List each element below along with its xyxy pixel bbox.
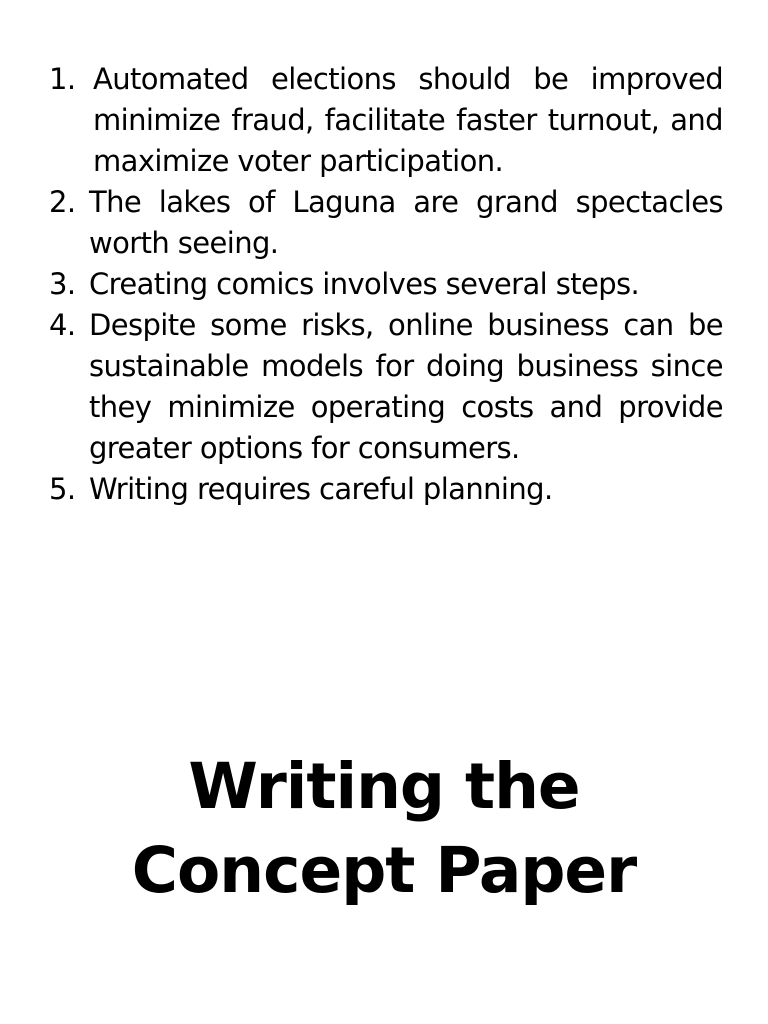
list-item-number: 3. [49, 267, 76, 301]
list-item-text: Automated elections should be improved minimize fraud, facilitate faster turnout, and maximize voter participation. [93, 62, 723, 178]
list-item [49, 305, 723, 469]
list-item [49, 59, 723, 182]
list-item-number: 4. [49, 308, 76, 342]
slide-title-line-2: Concept Paper [131, 834, 637, 907]
list-item-number: 5. [49, 472, 76, 506]
list-item [49, 469, 723, 510]
slide-title [0, 745, 768, 913]
list-item [49, 182, 723, 264]
list-item-text: Despite some risks, online business can be sustainable models for doing business since they minimize operating costs and provide greater options for consumers. [89, 308, 723, 465]
list-item [49, 264, 723, 305]
list-item-number: 1. [49, 62, 76, 96]
slide-title-line-1: Writing the [188, 750, 580, 823]
list-item-text: Writing requires careful planning. [89, 472, 553, 506]
list-item-text: The lakes of Laguna are grand spectacles worth seeing. [89, 185, 723, 260]
list-item-number: 2. [49, 185, 76, 219]
list-item-text: Creating comics involves several steps. [89, 267, 640, 301]
